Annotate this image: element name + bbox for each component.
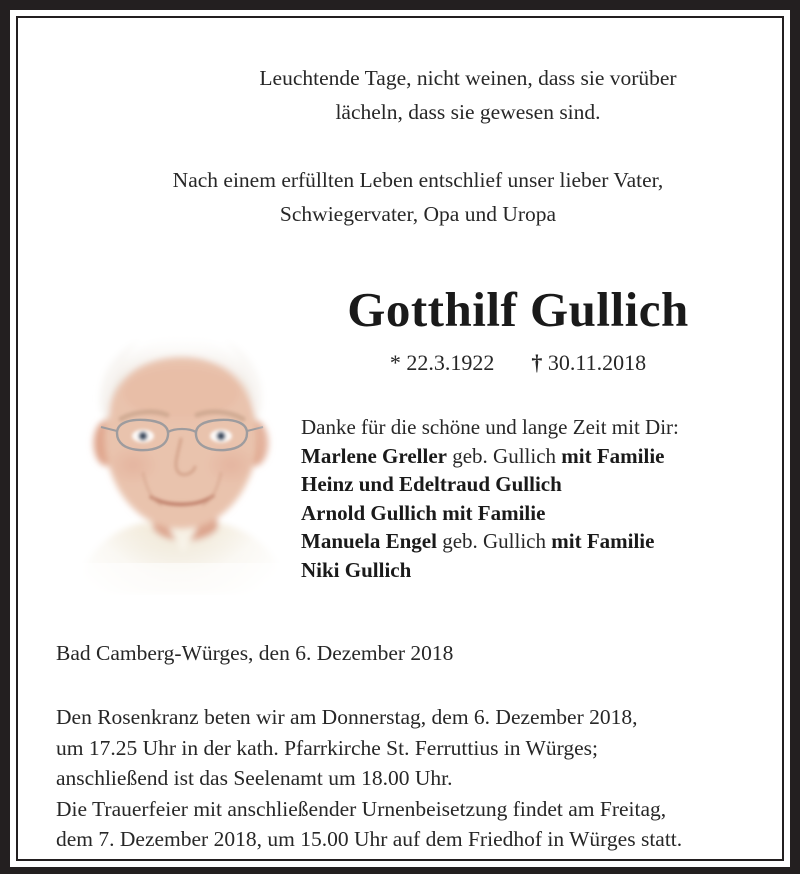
frame-white-gap: [10, 10, 790, 867]
place-and-date: Bad Camberg-Würges, den 6. Dezember 2018: [56, 641, 454, 665]
survivors-block: [301, 413, 771, 584]
service-line-4: Die Trauerfeier mit anschließender Urnenbeisetzung findet am Freitag,: [56, 796, 667, 821]
notice-content-area: [23, 23, 777, 854]
epigraph-line-2: lächeln, dass sie gewesen sind.: [335, 100, 601, 124]
survivor-maiden: geb. Gullich: [436, 529, 552, 553]
survivor-line: [301, 499, 771, 528]
survivor-family: mit Familie: [561, 443, 665, 468]
epigraph-line-1: Leuchtende Tage, nicht weinen, dass sie vorüber: [259, 66, 677, 90]
service-details: [56, 702, 777, 854]
service-line-3: anschließend ist das Seelenamt um 18.00 Uhr.: [56, 766, 453, 790]
survivor-name: Manuela Engel: [301, 529, 437, 553]
survivor-line: [301, 442, 771, 471]
thanks-line: Danke für die schöne und lange Zeit mit Dir:: [301, 415, 679, 439]
lead-line-2: Schwiegervater, Opa und Uropa: [279, 202, 557, 226]
deceased-name: Gotthilf Gullich: [347, 282, 689, 337]
birth-date: 22.3.1922: [406, 350, 495, 375]
survivor-name: Heinz und Edeltraud Gullich: [301, 472, 562, 496]
lead-line-1: Nach einem erfüllten Leben entschlief unser lieber Vater,: [172, 168, 664, 192]
epigraph: [143, 61, 777, 129]
survivor-line: [301, 556, 771, 585]
service-line-1: Den Rosenkranz beten wir am Donnerstag, dem 6. Dezember 2018,: [56, 705, 638, 729]
service-line-5: dem 7. Dezember 2018, um 15.00 Uhr auf dem Friedhof in Würges statt.: [56, 827, 683, 851]
life-dates: [253, 347, 777, 379]
lead-announcement: [63, 163, 773, 231]
service-line-2: um 17.25 Uhr in der kath. Pfarrkirche St. Ferruttius in Würges;: [56, 735, 598, 760]
death-date: 30.11.2018: [547, 350, 647, 375]
frame-inner-rule: [16, 16, 784, 861]
survivor-line: [301, 470, 771, 499]
survivor-family: mit Familie: [551, 529, 655, 553]
survivor-name: Marlene Greller: [301, 443, 447, 468]
survivor-maiden: geb. Gullich: [446, 443, 562, 468]
birth-symbol: *: [389, 350, 401, 375]
death-symbol: †: [531, 350, 543, 375]
survivor-name: Arnold Gullich mit Familie: [301, 500, 546, 525]
survivor-name: Niki Gullich: [301, 557, 412, 582]
survivor-line: [301, 527, 771, 556]
